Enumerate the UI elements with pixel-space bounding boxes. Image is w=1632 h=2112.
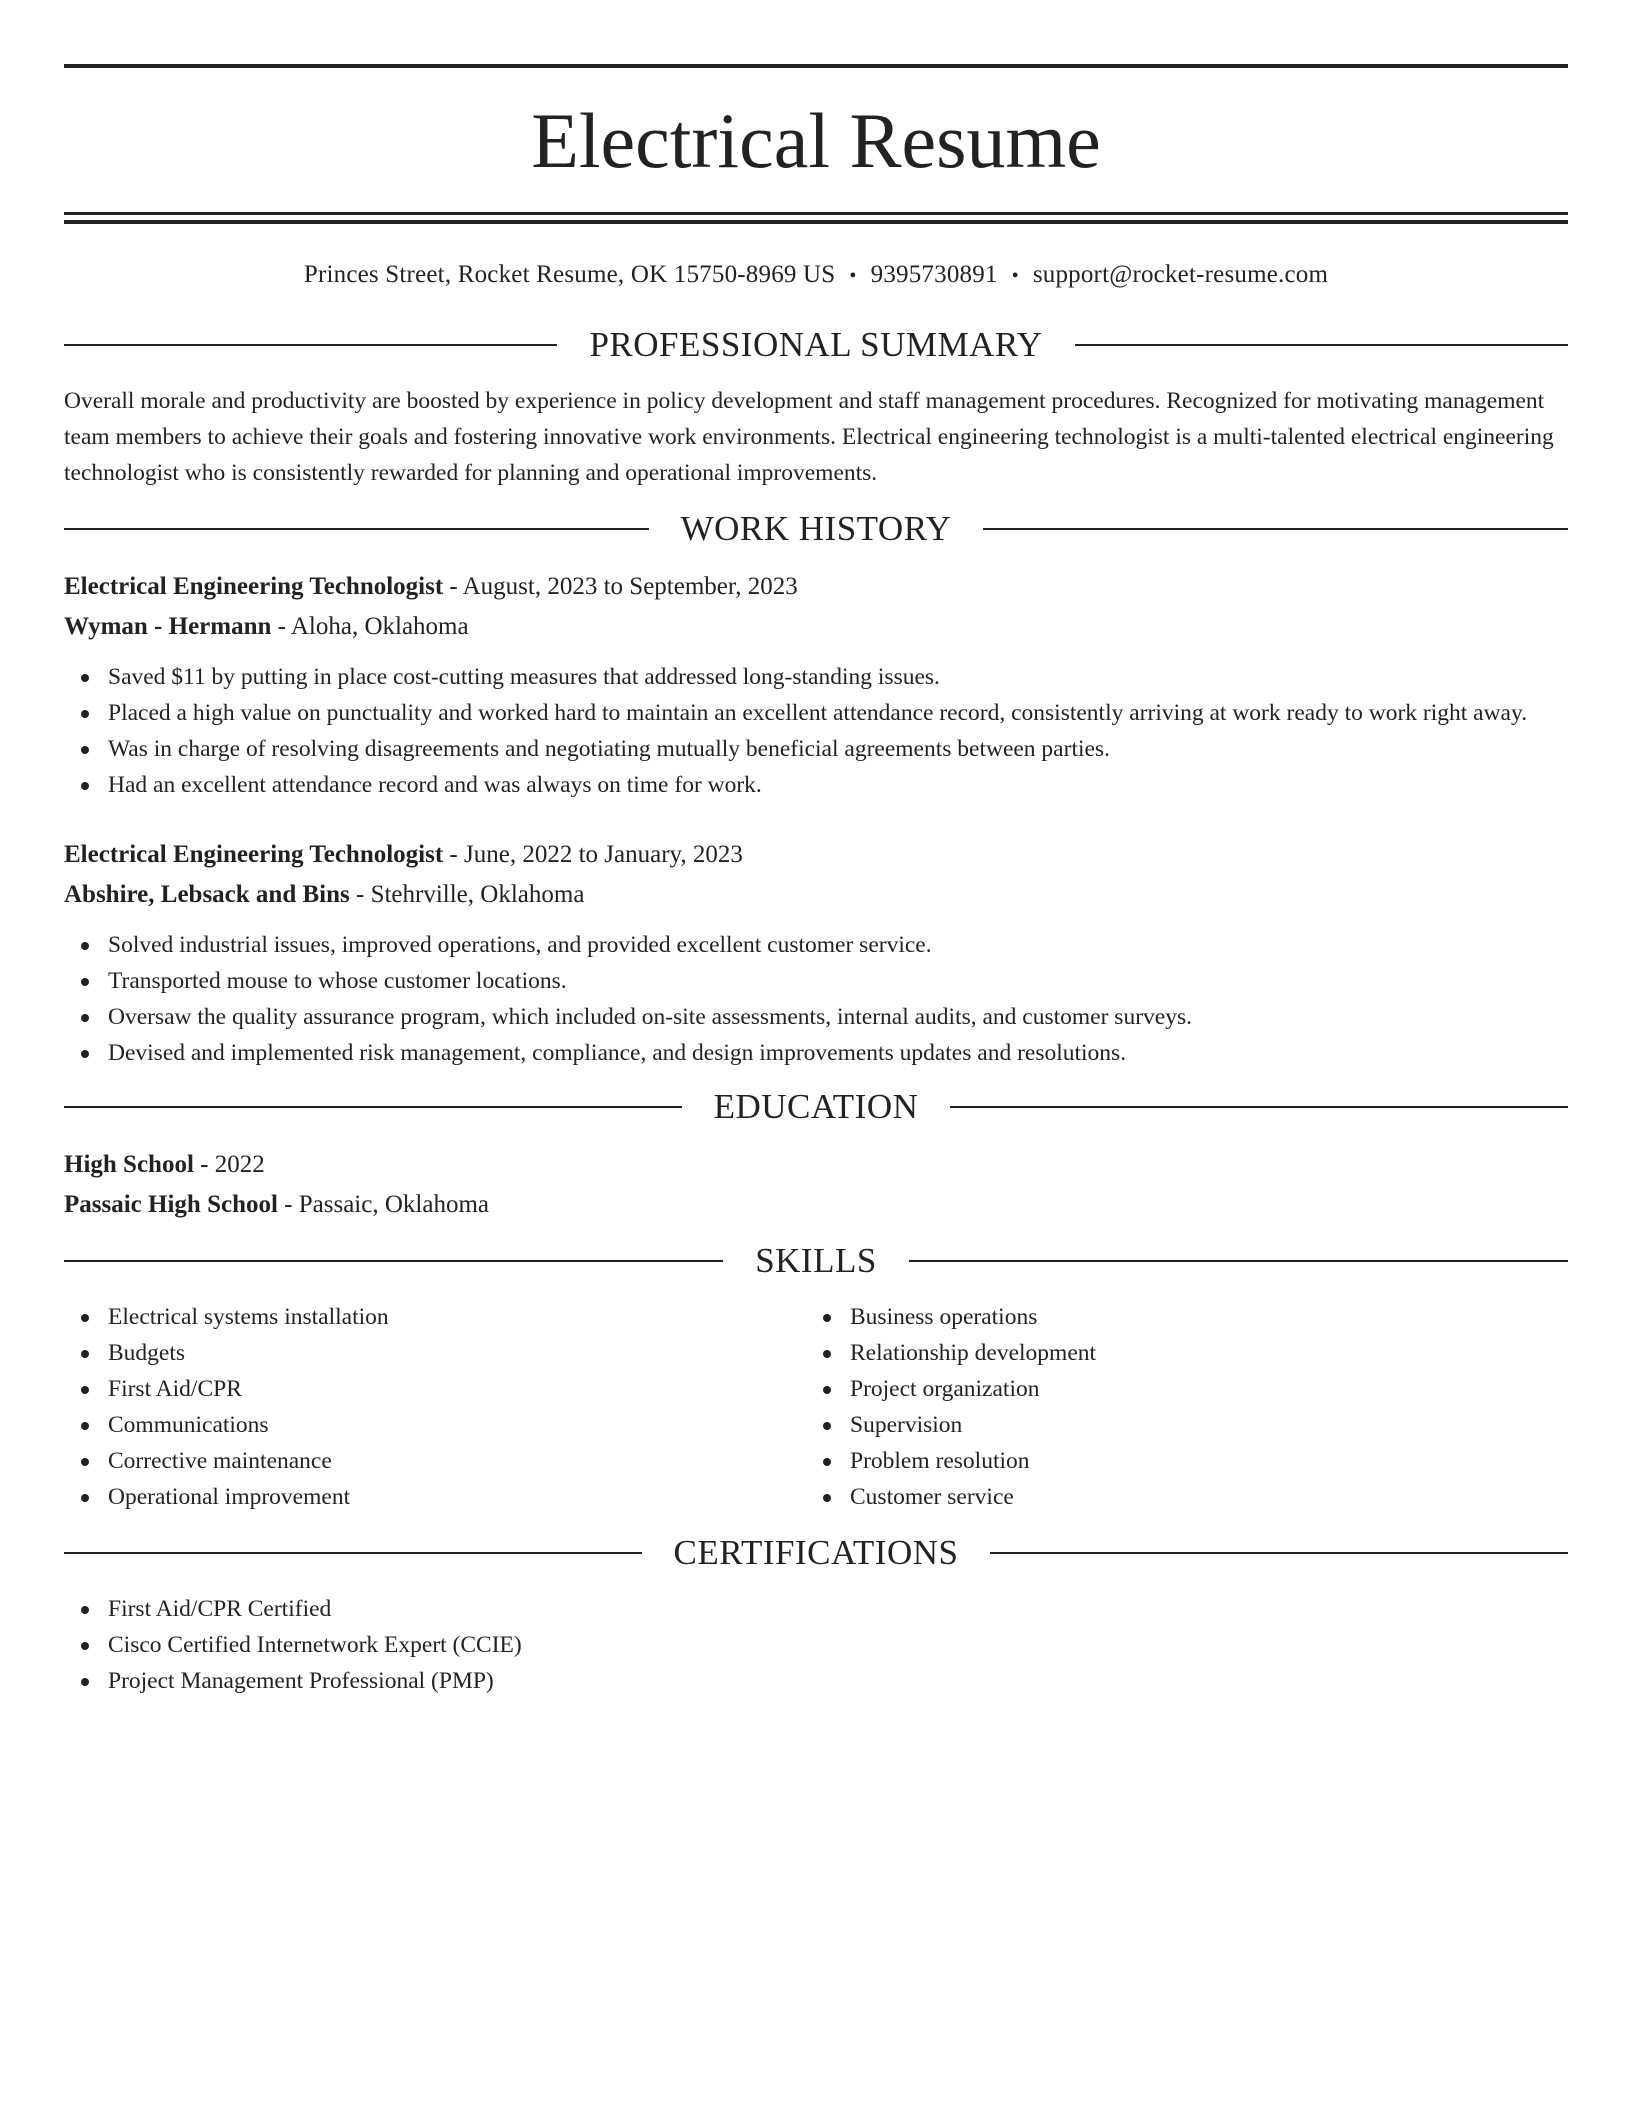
list-item: Saved $11 by putting in place cost-cutting measures that addressed long-standing issues. — [64, 659, 1568, 695]
job-company-line — [64, 875, 1568, 915]
list-item: Placed a high value on punctuality and worked hard to maintain an excellent attendance record, consistently arriving at work ready to work right away. — [64, 695, 1568, 731]
section-heading-work — [64, 507, 1568, 551]
section-heading-certifications — [64, 1531, 1568, 1575]
heading-rule — [983, 528, 1568, 530]
section-title: PROFESSIONAL SUMMARY — [589, 325, 1043, 364]
heading-rule — [64, 1106, 682, 1108]
job-company: Wyman - Hermann — [64, 613, 272, 640]
heading-rule — [990, 1552, 1568, 1554]
job-entry — [64, 835, 1568, 1071]
list-item: Transported mouse to whose customer locations. — [64, 963, 1568, 999]
list-item: Corrective maintenance — [64, 1443, 806, 1479]
top-rule — [64, 64, 1568, 68]
list-item: Operational improvement — [64, 1479, 806, 1515]
education-school: Passaic High School — [64, 1191, 278, 1218]
list-item: Relationship development — [806, 1335, 1548, 1371]
section-heading-skills — [64, 1239, 1568, 1283]
contact-separator: • — [849, 265, 857, 287]
section-title: EDUCATION — [713, 1087, 919, 1126]
education-degree-line — [64, 1145, 1568, 1185]
job-dates: - August, 2023 to September, 2023 — [443, 573, 798, 600]
section-heading-education — [64, 1085, 1568, 1129]
skills-list-left — [64, 1299, 806, 1515]
section-title: WORK HISTORY — [680, 509, 952, 548]
list-item: Electrical systems installation — [64, 1299, 806, 1335]
list-item: Problem resolution — [806, 1443, 1548, 1479]
heading-rule — [1075, 344, 1568, 346]
contact-address: Princes Street, Rocket Resume, OK 15750-8969 US — [303, 261, 836, 288]
job-company: Abshire, Lebsack and Bins — [64, 881, 350, 908]
list-item: Business operations — [806, 1299, 1548, 1335]
job-location: - Aloha, Oklahoma — [271, 613, 469, 640]
heading-rule — [64, 344, 557, 346]
list-item: Cisco Certified Internetwork Expert (CCIE) — [64, 1627, 1568, 1663]
contact-phone: 9395730891 — [870, 261, 998, 288]
contact-line — [64, 258, 1568, 293]
resume-title: Electrical Resume — [531, 97, 1101, 184]
list-item: Was in charge of resolving disagreements and negotiating mutually beneficial agreements between parties. — [64, 731, 1568, 767]
job-title: Electrical Engineering Technologist — [64, 573, 444, 600]
list-item: Had an excellent attendance record and was always on time for work. — [64, 767, 1568, 803]
job-entry — [64, 567, 1568, 803]
resume-page — [64, 64, 1568, 1699]
heading-rule — [64, 1260, 723, 1262]
job-bullets — [64, 659, 1568, 803]
education-degree: High School — [64, 1151, 194, 1178]
list-item: Supervision — [806, 1407, 1548, 1443]
list-item: Communications — [64, 1407, 806, 1443]
list-item: Project Management Professional (PMP) — [64, 1663, 1568, 1699]
summary-text: Overall morale and productivity are boosted by experience in policy development and staff management procedures. Recognized for motivating management team members to achieve their goals and fostering innovative work environments. Electrical engineering technologist is a multi-talented electrical engineering technologist who is consistently rewarded for planning and operational improvements. — [64, 388, 1554, 486]
job-location: - Stehrville, Oklahoma — [349, 881, 585, 908]
section-title: CERTIFICATIONS — [673, 1533, 959, 1572]
heading-rule — [950, 1106, 1568, 1108]
education-location: - Passaic, Oklahoma — [277, 1191, 489, 1218]
job-company-line — [64, 607, 1568, 647]
list-item: Solved industrial issues, improved operations, and provided excellent customer service. — [64, 927, 1568, 963]
job-title-line — [64, 567, 1568, 607]
list-item: Devised and implemented risk management, compliance, and design improvements updates and resolutions. — [64, 1035, 1568, 1071]
contact-email: support@rocket-resume.com — [1032, 261, 1329, 288]
list-item: Oversaw the quality assurance program, which included on-site assessments, internal audits, and customer surveys. — [64, 999, 1568, 1035]
job-title: Electrical Engineering Technologist — [64, 841, 444, 868]
list-item: Customer service — [806, 1479, 1548, 1515]
certifications-list — [64, 1591, 1568, 1699]
title-double-rule — [64, 212, 1568, 224]
skills-columns — [64, 1299, 1568, 1515]
list-item: Budgets — [64, 1335, 806, 1371]
education-year: - 2022 — [193, 1151, 265, 1178]
section-title: SKILLS — [755, 1241, 877, 1280]
list-item: First Aid/CPR — [64, 1371, 806, 1407]
heading-rule — [64, 528, 649, 530]
job-title-line — [64, 835, 1568, 875]
heading-rule — [909, 1260, 1568, 1262]
section-heading-summary — [64, 323, 1568, 367]
list-item: First Aid/CPR Certified — [64, 1591, 1568, 1627]
education-entry — [64, 1145, 1568, 1225]
heading-rule — [64, 1552, 642, 1554]
list-item: Project organization — [806, 1371, 1548, 1407]
skills-list-right — [806, 1299, 1548, 1515]
job-dates: - June, 2022 to January, 2023 — [443, 841, 743, 868]
contact-separator: • — [1011, 265, 1019, 287]
job-bullets — [64, 927, 1568, 1071]
education-school-line — [64, 1185, 1568, 1225]
